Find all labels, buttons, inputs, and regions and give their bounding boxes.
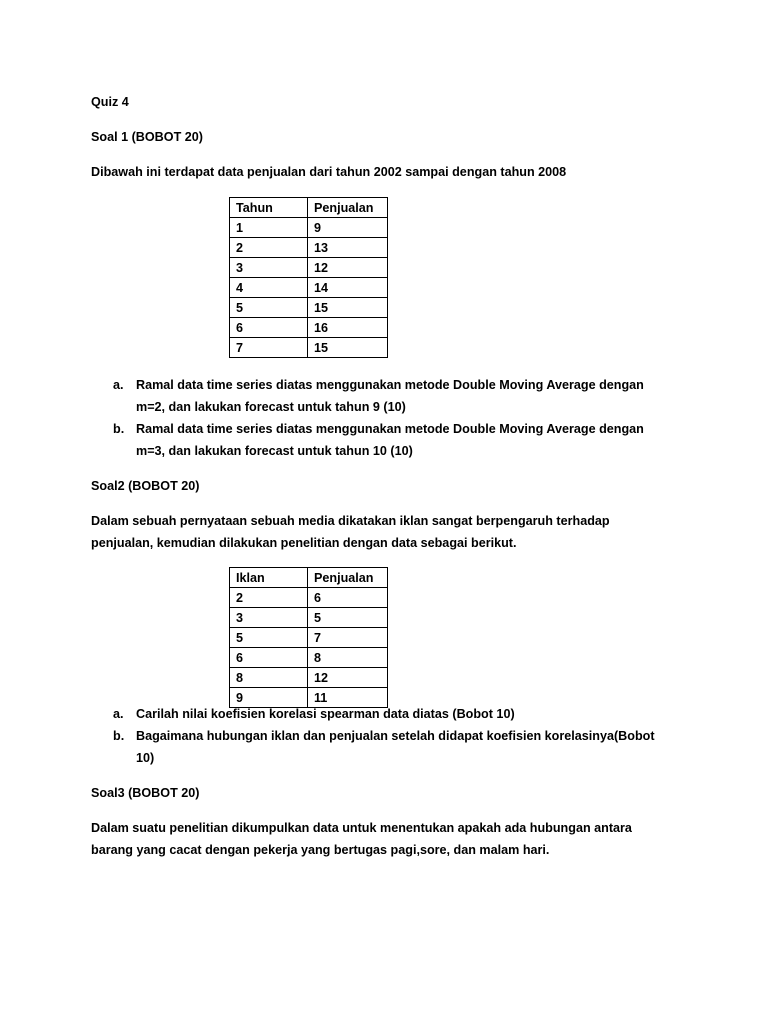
soal1-intro: Dibawah ini terdapat data penjualan dari tahun 2002 sampai dengan tahun 2008 xyxy=(91,165,567,179)
table-row xyxy=(230,318,388,338)
soal1-question-a-line1: Ramal data time series diatas menggunakan metode Double Moving Average dengan xyxy=(136,378,644,392)
soal2-ads-table xyxy=(229,567,388,708)
table-cell-penjualan: 5 xyxy=(308,608,388,628)
question-marker-a: a. xyxy=(113,707,124,721)
soal3-intro-line2: barang yang cacat dengan pekerja yang bertugas pagi,sore, dan malam hari. xyxy=(91,843,550,857)
column-header-penjualan: Penjualan xyxy=(308,198,388,218)
column-header-penjualan: Penjualan xyxy=(308,568,388,588)
table-cell-iklan: 9 xyxy=(230,688,308,708)
table-row xyxy=(230,298,388,318)
table-cell-penjualan: 15 xyxy=(308,338,388,358)
table-header-row xyxy=(230,568,388,588)
soal2-intro-line1: Dalam sebuah pernyataan sebuah media dikatakan iklan sangat berpengaruh terhadap xyxy=(91,514,610,528)
table-cell-penjualan: 6 xyxy=(308,588,388,608)
table-row xyxy=(230,628,388,648)
soal3-intro-line1: Dalam suatu penelitian dikumpulkan data untuk menentukan apakah ada hubungan antara xyxy=(91,821,632,835)
soal1-question-a-line2: m=2, dan lakukan forecast untuk tahun 9 (10) xyxy=(136,400,406,414)
table-cell-tahun: 5 xyxy=(230,298,308,318)
table-row xyxy=(230,668,388,688)
soal1-question-b-line1: Ramal data time series diatas menggunakan metode Double Moving Average dengan xyxy=(136,422,644,436)
table-cell-tahun: 1 xyxy=(230,218,308,238)
soal2-intro-line2: penjualan, kemudian dilakukan penelitian dengan data sebagai berikut. xyxy=(91,536,517,550)
soal3-heading: Soal3 (BOBOT 20) xyxy=(91,786,200,800)
table-row xyxy=(230,338,388,358)
table-cell-penjualan: 12 xyxy=(308,258,388,278)
table-cell-penjualan: 8 xyxy=(308,648,388,668)
table-cell-tahun: 7 xyxy=(230,338,308,358)
table-cell-penjualan: 16 xyxy=(308,318,388,338)
table-cell-iklan: 5 xyxy=(230,628,308,648)
table-cell-penjualan: 14 xyxy=(308,278,388,298)
column-header-tahun: Tahun xyxy=(230,198,308,218)
table-cell-penjualan: 15 xyxy=(308,298,388,318)
soal2-question-a-line1: Carilah nilai koefisien korelasi spearman data diatas (Bobot 10) xyxy=(136,707,515,721)
table-row xyxy=(230,688,388,708)
table-cell-tahun: 2 xyxy=(230,238,308,258)
table-cell-tahun: 6 xyxy=(230,318,308,338)
table-cell-penjualan: 11 xyxy=(308,688,388,708)
table-row xyxy=(230,608,388,628)
table-cell-penjualan: 13 xyxy=(308,238,388,258)
table-header-row xyxy=(230,198,388,218)
soal1-question-b-line2: m=3, dan lakukan forecast untuk tahun 10 (10) xyxy=(136,444,413,458)
table-cell-tahun: 4 xyxy=(230,278,308,298)
soal2-heading: Soal2 (BOBOT 20) xyxy=(91,479,200,493)
table-row xyxy=(230,238,388,258)
table-row xyxy=(230,648,388,668)
table-cell-penjualan: 12 xyxy=(308,668,388,688)
soal2-question-b-line2: 10) xyxy=(136,751,155,765)
table-cell-tahun: 3 xyxy=(230,258,308,278)
table-row xyxy=(230,588,388,608)
soal1-heading: Soal 1 (BOBOT 20) xyxy=(91,130,203,144)
soal1-sales-table xyxy=(229,197,388,358)
table-cell-iklan: 8 xyxy=(230,668,308,688)
table-cell-penjualan: 9 xyxy=(308,218,388,238)
column-header-iklan: Iklan xyxy=(230,568,308,588)
table-cell-penjualan: 7 xyxy=(308,628,388,648)
table-cell-iklan: 2 xyxy=(230,588,308,608)
table-row xyxy=(230,218,388,238)
question-marker-b: b. xyxy=(113,729,125,743)
question-marker-b: b. xyxy=(113,422,125,436)
table-cell-iklan: 6 xyxy=(230,648,308,668)
question-marker-a: a. xyxy=(113,378,124,392)
quiz-title: Quiz 4 xyxy=(91,95,129,109)
table-row xyxy=(230,278,388,298)
soal2-question-b-line1: Bagaimana hubungan iklan dan penjualan setelah didapat koefisien korelasinya(Bobot xyxy=(136,729,655,743)
table-row xyxy=(230,258,388,278)
table-cell-iklan: 3 xyxy=(230,608,308,628)
